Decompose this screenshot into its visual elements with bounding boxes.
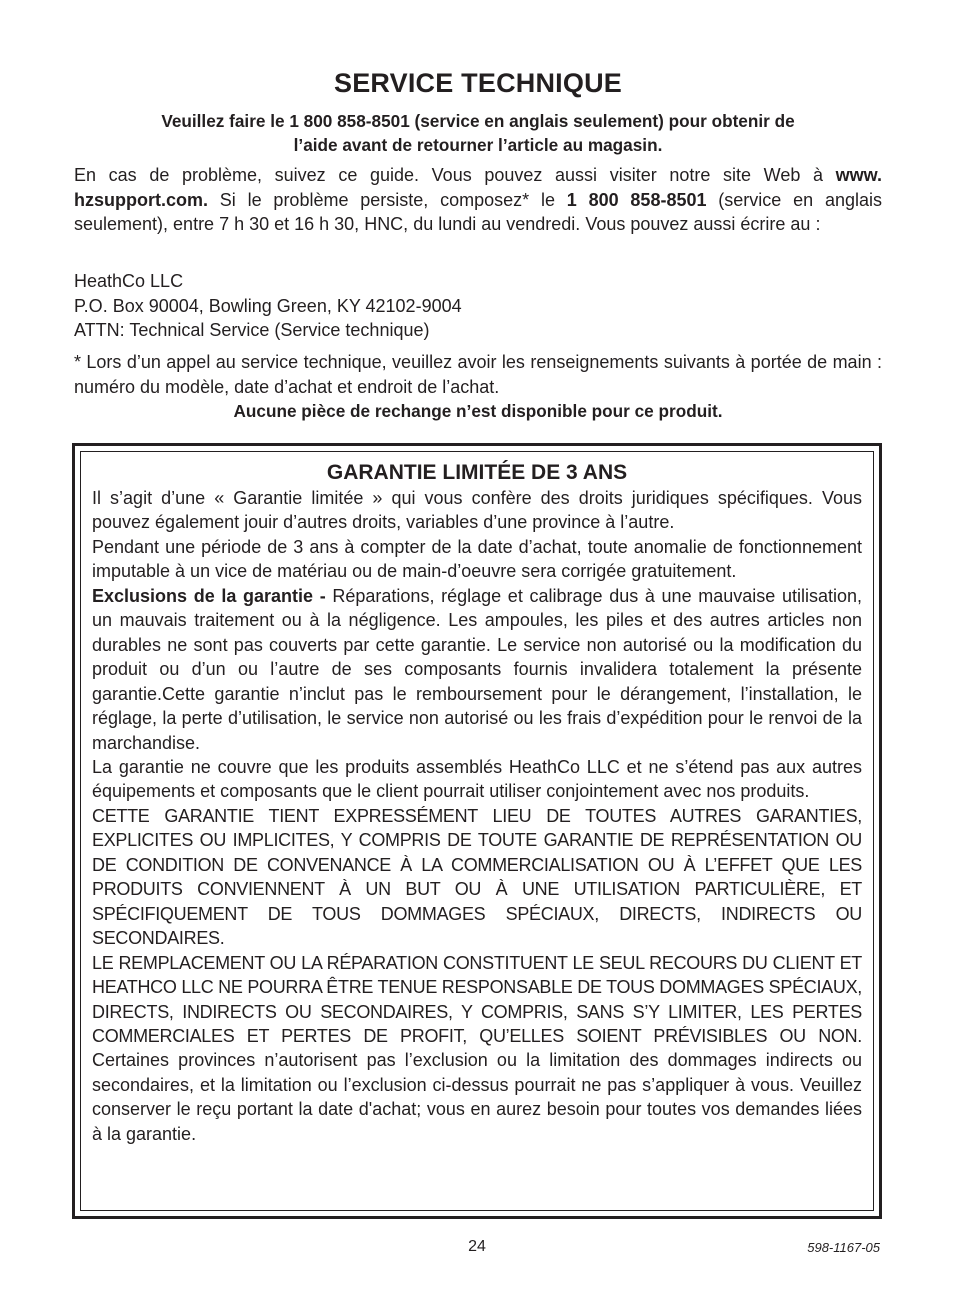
intro-text-2: Si le problème persiste, composez* le xyxy=(208,189,567,210)
warranty-paragraph-period: Pendant une période de 3 ans à compter de la date d’achat, toute anomalie de fonctionnement imputable à un vice de matériau ou de main-d’oeuvre sera corrigée gratuitement. xyxy=(92,536,862,582)
help-phone-notice-line-2: l’aide avant de retourner l’article au magasin. xyxy=(293,135,663,155)
page-title: SERVICE TECHNIQUE xyxy=(334,68,622,98)
service-call-note: * Lors d’un appel au service technique, veuillez avoir les renseignements suivants à portée de main : numéro du modèle, date d’achat et endroit de l’achat. xyxy=(74,352,882,397)
intro-paragraph xyxy=(74,163,882,237)
support-phone: 1 800 858-8501 xyxy=(566,189,707,210)
liability-text: Certaines provinces n’autorisent pas l’exclusion ou la limitation des dommages indirects ou secondaires, et la limitation ou l’exclusion ci-dessus pourrait ne pas s’appliquer à vous. Veuillez conserver le reçu portant la date d'achat; vous en aurez besoin pour toutes vos demandes liées à la garantie. xyxy=(92,1050,862,1144)
exclusions-text: Réparations, réglage et calibrage dus à une mauvaise utilisation, un mauvais traitement ou à la négligence. Les ampoules, les piles et des autres articles non durables ne sont pas couverts par cette garantie. Le service non autorisé ou la modification du produit ou d’un ou l’autre de ses composants fournis invalidera totalement la présente garantie.Cette garantie n’inclut pas le remboursement pour le dérangement, l’installation, le réglage, la perte d’utilisation, le service non autorisé ou les frais d’expédition pour le renvoi de la marchandise. xyxy=(92,585,862,753)
warranty-section xyxy=(92,460,862,1146)
address-po-box: P.O. Box 90004, Bowling Green, KY 42102-9004 xyxy=(74,295,462,316)
mailing-address xyxy=(74,269,882,343)
address-attn: ATTN: Technical Service (Service technique) xyxy=(74,320,430,340)
document-code: 598-1167-05 xyxy=(807,1240,880,1255)
warranty-paragraph-exclusions xyxy=(92,584,862,755)
warranty-paragraph-coverage: La garantie ne couvre que les produits assemblés HeathCo LLC et ne s’étend pas aux autres équipements et composants que le client pourrait utiliser conjointement avec nos produits. xyxy=(92,756,862,802)
warranty-paragraph-rights: Il s’agit d’une « Garantie limitée » qui vous confère des droits juridiques spécifiques. Vous pouvez également jouir d’autres droits, variables d’une province à l’autre. xyxy=(92,488,862,533)
address-company: HeathCo LLC xyxy=(74,271,184,291)
intro-text-1: En cas de problème, suivez ce guide. Vous pouvez aussi visiter notre site Web à xyxy=(74,165,836,185)
warranty-paragraph-disclaimer: CETTE GARANTIE TIENT EXPRESSÉMENT LIEU DE TOUTES AUTRES GARANTIES, EXPLICITES OU IMPLICITES, Y COMPRIS DE TOUTE GARANTIE DE REPRÉSENTATION OU DE CONDITION DE CONVENANCE À LA COMMERCIALISATION OU À L’EFFET QUE LES PRODUITS CONVIENNENT À UN BUT OU À UNE UTILISATION PARTICULIÈRE, ET SPÉCIFIQUEMENT DE TOUS DOMMAGES SPÉCIAUX, DIRECTS, INDIRECTS OU SECONDAIRES. xyxy=(92,805,862,949)
warranty-title: GARANTIE LIMITÉE DE 3 ANS xyxy=(326,461,628,484)
help-phone-notice-line-1: Veuillez faire le 1 800 858-8501 (service en anglais seulement) pour obtenir de xyxy=(161,111,795,131)
support-website: www. hzsupport.com. xyxy=(74,165,882,210)
intro-text-3: (service en anglais seulement), entre 7 h 30 et 16 h 30, HNC, du lundi au vendredi. Vous pouvez aussi écrire au : xyxy=(74,189,882,234)
no-parts-notice: Aucune pièce de rechange n’est disponible pour ce produit. xyxy=(233,401,723,421)
liability-uppercase-text: LE REMPLACEMENT OU LA RÉPARATION CONSTITUENT LE SEUL RECOURS DU CLIENT ET HEATHCO LLC NE POURRA ÊTRE TENUE RESPONSABLE DE TOUS DOMMAGES SPÉCIAUX, DIRECTS, INDIRECTS OU SECONDAIRES, Y COMPRIS, SANS S’Y LIMITER, LES PERTES COMMERCIALES ET PERTES DE PROFIT, QU’ELLES SOIENT PRÉVISIBLES OU NON. xyxy=(92,952,862,1046)
exclusions-label: Exclusions de la garantie - xyxy=(92,585,326,606)
help-phone-notice xyxy=(74,109,882,157)
page-number: 24 xyxy=(468,1238,486,1255)
warranty-paragraph-liability xyxy=(92,951,862,1147)
